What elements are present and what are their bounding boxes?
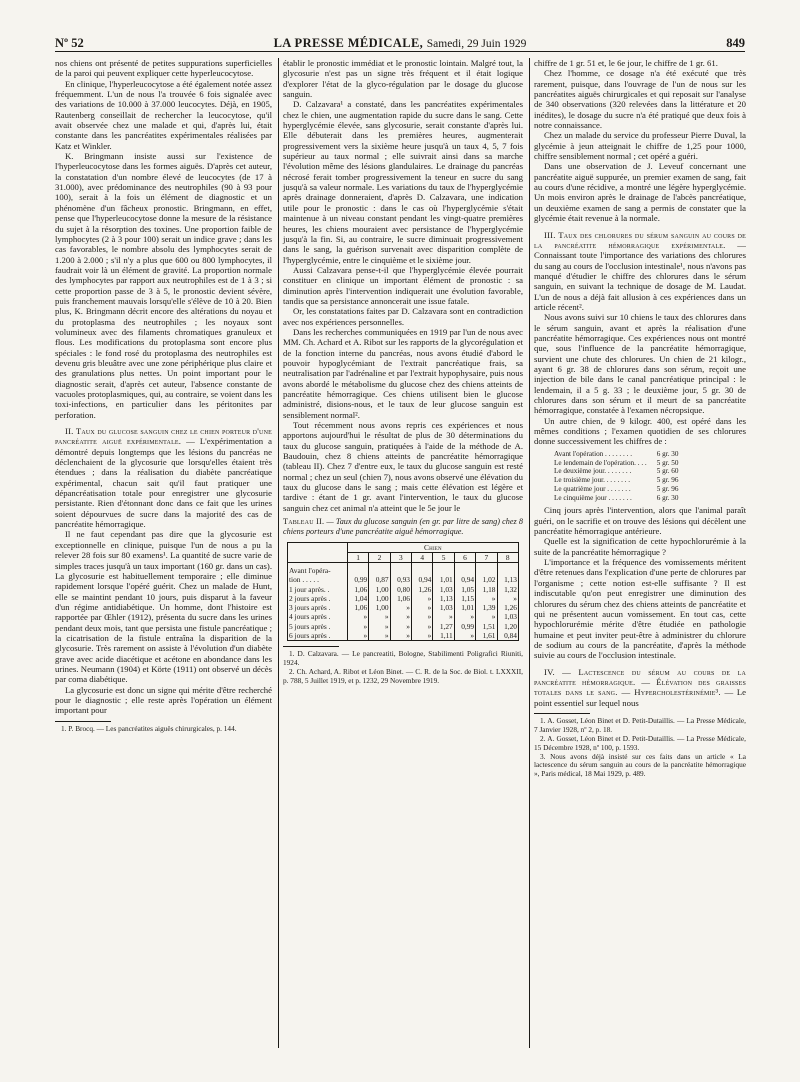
- chlorides-row: [552, 476, 678, 485]
- table-cell: »: [369, 622, 390, 631]
- row-label: Avant l'opéra-: [289, 566, 331, 576]
- chlorides-value: 6 gr. 30: [656, 449, 679, 458]
- table-cell: »: [454, 631, 475, 641]
- table-cell: 1,51: [476, 622, 497, 631]
- chlorides-table: [552, 450, 678, 503]
- table-cell: 1,26: [497, 603, 519, 612]
- table-cell: 1,06: [390, 594, 411, 603]
- table-row: [288, 603, 519, 612]
- row-label: 5 jours après .: [289, 621, 331, 631]
- table-cell: 1,13: [497, 575, 519, 584]
- table-cell: 1,39: [476, 603, 497, 612]
- chlorides-value: 6 gr. 30: [656, 493, 679, 502]
- table-caption-label: Tableau II.: [283, 517, 325, 527]
- table-column-header: 3: [390, 552, 411, 562]
- paragraph: Quelle est la signification de cette hypochlorurémie à la suite de la pancréatite hémorragique ?: [534, 536, 746, 557]
- table-row: [288, 612, 519, 621]
- table-row: [288, 585, 519, 594]
- paragraph: Dans les recherches communiquées en 1919 par l'un de nous avec MM. Ch. Achard et A. Ribot sur les rapports de la glycorégulation et de la fonction interne du pancréas, nous avons étudié d'abord le pouvoir hypoglycémiant de l'extrait pancréatique frais, sa neutralisation par l'adrénaline et par l'extrait hypophysaire, puis nous avons abordé le métabolisme du glucose chez des chiens atteints de pancréatite hémorragique. Ces chiens utilisent bien le glucose administré, disions-nous, et le taux de leur glucose sanguin est sensiblement normal².: [283, 326, 523, 420]
- paragraph: K. Bringmann insiste aussi sur l'existence de l'hyperleucocytose dans les formes aiguës. D'après cet auteur, la constatation d'un nombre élevé de leucocytes (de 17 à 31.000), avec prédominance des neutrophiles (90 à 93 pour 100), serait à la fois un élément de diagnostic et un phénomène d'un fâcheux pronostic. Bringmann, en effet, pense que l'hyperleucocytose donne la mesure de la résistance du sujet à la résorption des toxines. Une proportion faible de lymphocytes (2 à 3 pour 100) serait un indice grave ; dans les cas favorables, le nombre absolu des lymphocytes serait de 1.200 à 2.000 ; s'il n'y a plus que 600 ou 800 lymphocytes, il faudrait voir là un élément de gravité. La proportion normale des lymphocytes par rapport aux neutrophiles est de 1 à 3 ; si cette proportion passe de 3 à 5, le pronostic devient sévère, puis franchement mauvais lorsqu'elle s'élève de 10 à 20. Bien plus, K. Bringmann décrit encore des altérations du noyau et du protoplasma des neutrophiles ; les noyaux sont volumineux avec des filaments chromatiques granuleux et flous. Les modifications du protoplasma sont encore plus spéciales : le fond rosé du protoplasma des neutrophiles est devenu gris bleuâtre avec une zone périphérique plus claire et des granulations plus nettes. Un point important pour le diagnostic serait, d'après cet auteur, l'absence constante de vacuoles protoplasmiques, qui, au contraire, se voient dans les toxi-infections, en particulier dans les péritonites par perforation.: [55, 151, 272, 420]
- chlorides-value: 5 gr. 96: [656, 484, 679, 493]
- table-cell: 1,18: [476, 585, 497, 594]
- chlorides-row: [552, 467, 678, 476]
- table-cell: 1,01: [433, 575, 454, 584]
- footnote: 1. A. Gosset, Léon Binet et D. Petit-Dutaillis. — La Presse Médicale, 7 Janvier 1928, nº 2, p. 18.: [534, 715, 746, 734]
- table-cell: 0,80: [390, 585, 411, 594]
- table-cell: [347, 563, 368, 576]
- table-cell: »: [369, 612, 390, 621]
- page-number: 849: [726, 36, 745, 50]
- column-divider-2: [529, 58, 530, 1048]
- paragraph: Aussi Calzavara pense-t-il que l'hyperglycémie élevée pourrait constituer en clinique un important élément de pronostic : sa diminution après l'intervention indiquerait une évolution favorable, tandis que sa persistance annoncerait une issue fatale.: [283, 264, 523, 306]
- paragraph: nos chiens ont présenté de petites suppurations superficielles de la paroi qui peuvent expliquer cette hyperleucocytose.: [55, 58, 272, 79]
- table-cell: 0,99: [454, 622, 475, 631]
- table-cell: 1,01: [454, 603, 475, 612]
- table-cell: »: [390, 612, 411, 621]
- chlorides-label: Le quatrième jour . . . . . . .: [554, 484, 631, 493]
- table-column-header: 4: [412, 552, 433, 562]
- row-label: 6 jours après .: [289, 630, 331, 640]
- table-cell: »: [412, 612, 433, 621]
- paragraph: Chez l'homme, ce dosage n'a été exécuté que très rarement, puisque, dans l'ouvrage de l'un de nous sur les pancréatites aiguës chirurgicales et qui reposait sur l'analyse de 340 observations (320 relevées dans la littérature et 20 inédites), le dosage du sucre n'a été pratiqué que deux fois à notre connaissance.: [534, 68, 746, 131]
- table-cell: 1,03: [433, 585, 454, 594]
- table-row: [288, 575, 519, 584]
- table-row: [288, 631, 519, 641]
- table-cell: [497, 563, 519, 576]
- chlorides-table-body: [552, 450, 678, 503]
- section-text: — Connaissant toute l'importance des variations des chlorures du sang au cours de l'occlusion intestinale¹, nous n'avons pas manqué d'étudier le chiffre des chlorures dans le sérum sanguin, en suivant la technique de dosage de M. Laudat. L'un de nous a déjà fait allusion à ces expériences dans un article récent².: [534, 239, 746, 312]
- glucose-table: [287, 542, 519, 642]
- issue-date: Samedi, 29 Juin 1929: [426, 38, 527, 50]
- table-cell: »: [390, 622, 411, 631]
- paragraph: Il ne faut cependant pas dire que la glycosurie est exceptionnelle en clinique, puisque l'un de nous a pu la relever 28 fois sur 80 examens¹. La quantité de sucre varie de simples traces jusqu'à un taux important (160 gr. dans un cas). La glycosurie est habituellement temporaire ; elle diminue rapidement lorsque l'opéré guérit. Chez un malade de Hunt, elle se maintint pendant 10 jours, puis disparut à la faveur d'un régime antidiabétique. Un homme, dont l'histoire est rapportée par Œhler (1912), présenta du sucre dans les urines pendant deux mois, tant que persista une fistule pancréatique ; la cicatrisation de la fistule entraîna la disparition de la glycosurie. Très rarement on assiste à l'évolution d'un diabète grave avec acide diacétique et acétone en abondance dans les urines. Neumann (1904) et Körte (1911) ont observé un décès par coma diabétique.: [55, 529, 272, 685]
- table-cell: »: [476, 594, 497, 603]
- table-cell: 0,84: [497, 631, 519, 641]
- table-cell: 0,87: [369, 575, 390, 584]
- table-cell: »: [412, 594, 433, 603]
- issue-number: Nº 52: [55, 36, 84, 50]
- paragraph: L'importance et la fréquence des vomissements méritent d'être retenues dans l'explication d'une perte de chlorures par l'organisme ; cette notion est-elle suffisante ? Il est indiscutable qu'on peut enregistrer une diminution des chlorures du sérum chez des chiens atteints de pancréatite et qui ne présentent aucun vomissement. En tout cas, cette hypochlorurémie mérite d'être étudiée en pathologie humaine et peut inviter peut-être à administrer du chlorure de sodium au cours de la pancréatite, d'après la méthode suivie au cours de l'occlusion intestinale.: [534, 557, 746, 661]
- table-cell: »: [412, 603, 433, 612]
- table-column-header: 5: [433, 552, 454, 562]
- footnote-separator: [283, 646, 339, 647]
- column-3: [534, 58, 746, 779]
- table-cell: 1,26: [412, 585, 433, 594]
- paragraph: En clinique, l'hyperleucocytose a été également notée assez fréquemment. L'un de nous l'a trouvée 6 fois signalée avec des variations de 10.000 à 37.000 leucocytes. Déjà, en 1905, Rautenberg conseillait de rechercher la leucocytose, qu'il avait observée chez une malade et qui, d'après lui, était constante dans les pancréatites expérimentales réalisées par Katz et Winkler.: [55, 78, 272, 151]
- section-heading: III. Taux des chlorures du sérum sanguin au cours de la pancréatite hémorragique expérimentale.: [534, 229, 746, 250]
- table-cell: 1,15: [454, 594, 475, 603]
- chlorides-label: Le cinquième jour . . . . . . .: [554, 493, 632, 502]
- chlorides-value: 5 gr. 60: [656, 467, 679, 476]
- chlorides-row: [552, 459, 678, 468]
- table-cell: 1,00: [369, 594, 390, 603]
- table-row: [288, 594, 519, 603]
- column-2: [283, 58, 523, 686]
- chlorides-row: [552, 485, 678, 494]
- row-label: 3 jours après .: [289, 603, 331, 613]
- paragraph: Chez un malade du service du professeur Pierre Duval, la glycémie à jeun atteignait le chiffre de 1,25 pour 1000, chiffre sensiblement normal ; cet opéré a guéri.: [534, 130, 746, 162]
- journal-title-line: [110, 36, 690, 52]
- table-cell: 1,06: [347, 585, 368, 594]
- paragraph: établir le pronostic immédiat et le pronostic lointain. Malgré tout, la glycosurie n'est pas un signe très fréquent et il était logique d'explorer l'état de la glyco-régulation par le dosage du glucose sanguin.: [283, 58, 523, 100]
- table-row: [288, 622, 519, 631]
- chlorides-row: [552, 450, 678, 459]
- page-header: [55, 36, 745, 52]
- table-cell: [476, 563, 497, 576]
- table-cell: »: [347, 622, 368, 631]
- section-text: — L'expérimentation a démontré depuis longtemps que les lésions du pancréas ne déclenchaient de la glycosurie que lorsqu'elles étaient très étendues ; dans la réalisation du diabète pancréatique expérimental, chacun sait qu'il faut pratiquer une dépancréatisation totale pour enregistrer une glycosurie persistante. Rien d'étonnant donc dans ce fait que les urines soient dépourvues de sucre dans la majorité des cas de pancréatite hémorragique.: [55, 436, 272, 530]
- table-cell: 1,11: [433, 631, 454, 641]
- row-label: tion . . . . .: [289, 575, 319, 585]
- paragraph: Dans une observation de J. Leveuf concernant une pancréatite aiguë suppurée, un premier examen de sang, fait au cours d'une récidive, a montré une légère hyperglycémie. Un mois environ après le drainage de l'abcès pancréatique, un deuxième examen de sang a permis de constater que la glycémie était revenue à la normale.: [534, 161, 746, 224]
- paragraph: Un autre chien, de 9 kilogr. 400, est opéré dans les mêmes conditions ; l'examen quotidien de ses chlorures donne successivement les chiffres de :: [534, 415, 746, 447]
- row-label: 1 jour après. .: [289, 584, 330, 594]
- section-2: [55, 426, 272, 529]
- footnote: 1. P. Brocq. — Les pancréatites aiguës chirurgicales, p. 144.: [61, 723, 237, 733]
- table-cell: »: [347, 631, 368, 641]
- column-1: [55, 58, 272, 734]
- table-column-header: 2: [369, 552, 390, 562]
- footnote: 2. A. Gosset, Léon Binet et D. Petit-Dutaillis. — La Presse Médicale, 15 Décembre 1928, nº 100, p. 1593.: [534, 733, 746, 752]
- paragraph: Cinq jours après l'intervention, alors que l'animal paraît guéri, on le sacrifie et on trouve des lésions qui décèlent une pancréatite hémorragique antérieure.: [534, 505, 746, 537]
- paragraph: D. Calzavara¹ a constaté, dans les pancréatites expérimentales chez le chien, une augmentation rapide du sucre dans le sang. Cette hyperglycémie élevée, sans glycosurie, serait constante d'après lui. Elle débuterait dans les premières heures, augmenterait progressivement vers la sixième heure jusqu'à un taux 4, 5, 7 fois supérieur au taux normal ; elle suivrait ainsi dans sa marche l'évolution même des lésions glandulaires. Le drainage du pancréas nécrosé ferait tomber progressivement la teneur en sucre du sang jusqu'à sa valeur normale. Les variations du taux de l'hyperglycémie après drainage donneraient, d'après D. Calzavara, une indication utile pour le pronostic : dans le cas où l'hyperglycémie s'était maintenue à un niveau constant pendant les vingt-quatre premières heures, les chiens mouraient avec persistance de l'hyperglycémie jusqu'à la fin. Si, au contraire, le sucre diminuait progressivement dans le sang, la guérison survenait avec disparition complète de l'hyperglycémie, entre le cinquième et le sixième jour.: [283, 99, 523, 265]
- chlorides-label: Le lendemain de l'opération. . . .: [554, 458, 647, 467]
- table-cell: 1,20: [497, 622, 519, 631]
- table-cell: »: [369, 631, 390, 641]
- table-cell: »: [412, 631, 433, 641]
- footnote-separator: [534, 713, 590, 714]
- table-cell: [433, 563, 454, 576]
- table-cell: 0,94: [412, 575, 433, 584]
- chlorides-label: Avant l'opération . . . . . . . .: [554, 449, 633, 458]
- table-column-header: 6: [454, 552, 475, 562]
- table-caption-text: — Taux du glucose sanguin (en gr. par litre de sang) chez 8 chiens porteurs d'une pancréatite aiguë hémorragique.: [283, 517, 523, 536]
- section-3: [534, 230, 746, 313]
- table-body: [288, 563, 519, 641]
- table-cell: »: [476, 612, 497, 621]
- table-cell: 1,03: [497, 612, 519, 621]
- paragraph: Tout récemment nous avons repris ces expériences et nous apportons aujourd'hui le résultat de plus de 30 déterminations du taux du glucose sanguin, pratiquées à l'aide de la méthode de A. Baudouin, chez 8 chiens atteints de pancréatite hémorragique (tableau II). Chez 7 d'entre eux, le taux du glucose sanguin est resté normal ; chez un seul (chien 7), nous avons observé une élévation du taux du glucose dans le sang ; mais cette élévation est légère et tardive : étant de 1 gr. avant l'intervention, le taux du glucose sanguin chez cet animal n'a atteint que le 5e jour le: [283, 420, 523, 513]
- table-cell: 1,05: [454, 585, 475, 594]
- table-cell: 1,03: [433, 603, 454, 612]
- table-column-header: 7: [476, 552, 497, 562]
- table-caption: [283, 517, 523, 537]
- column-divider-1: [278, 58, 279, 1048]
- journal-title: LA PRESSE MÉDICALE,: [273, 36, 424, 50]
- footnote: 2. Ch. Achard, A. Ribot et Léon Binet. — C. R. de la Soc. de Biol. t. LXXXII, p. 788, 5 Juillet 1919, et p. 1232, 29 Novembre 1919.: [283, 666, 523, 685]
- paragraph: Nous avons suivi sur 10 chiens le taux des chlorures dans le sérum sanguin, avant et après la réalisation d'une pancréatite hémorragique. Ces expériences nous ont montré que, sous l'influence de la pancréatite hémorragique, survient une chute des chlorures. Un chien de 21 kilogr., ayant 6 gr. 38 de chlorures dans son sérum, reçoit une injection de bile dans le canal pancréatique principal : le lendemain, il a 5 g. 33 ; le deuxième jour, 5 gr. 30 de chlorures dans son sérum et il meurt de sa pancréatite hémorragique, constatée à l'examen nécropsique.: [534, 312, 746, 416]
- table-cell: »: [390, 603, 411, 612]
- chlorides-label: Le troisième jour. . . . . . . .: [554, 476, 631, 485]
- table-cell: 1,04: [347, 594, 368, 603]
- table-cell: »: [433, 612, 454, 621]
- table-cell: 1,00: [369, 585, 390, 594]
- chlorides-value: 5 gr. 96: [656, 476, 679, 485]
- table-cell: »: [347, 612, 368, 621]
- section-4: [534, 667, 746, 708]
- table-cell: 1,27: [433, 622, 454, 631]
- table-cell: »: [454, 612, 475, 621]
- table-cell: 1,32: [497, 585, 519, 594]
- footnote: 1. D. Calzavara. — Le pancreatiti, Bologne, Stabilimenti Poligrafici Riuniti, 1924.: [283, 649, 523, 668]
- table-cell: [412, 563, 433, 576]
- paragraph: La glycosurie est donc un signe qui mérite d'être recherché pour le diagnostic ; elle reste après l'opération un élément important pour: [55, 684, 272, 716]
- table-row: [288, 563, 519, 576]
- section-text: — Le point essentiel sur lequel nous: [534, 687, 746, 708]
- table-cell: 1,13: [433, 594, 454, 603]
- table-column-header: 1: [347, 552, 368, 562]
- paragraph: Or, les constatations faites par D. Calzavara sont en contradiction avec nos expériences personnelles.: [283, 306, 523, 327]
- table-cell: »: [390, 631, 411, 641]
- footnote-separator: [55, 721, 111, 722]
- section-heading: IV. — Lactescence du sérum au cours de la pancréatite hémorragique. — Élévation des graisses totales dans le sang. — Hypercholestérinémie³.: [534, 666, 746, 698]
- table-cell: [454, 563, 475, 576]
- row-label: 4 jours après .: [289, 612, 331, 622]
- table-cell: »: [497, 594, 519, 603]
- table-cell: 0,94: [454, 575, 475, 584]
- table-cell: 1,61: [476, 631, 497, 641]
- table-cell: 1,00: [369, 603, 390, 612]
- chlorides-label: Le deuxième jour. . . . . . . .: [554, 467, 632, 476]
- footnote: 3. Nous avons déjà insisté sur ces faits dans un article « La lactescence du sérum sanguin au cours de la pancréatite hémorragique », Paris médical, 18 Mai 1929, p. 489.: [534, 751, 746, 779]
- table-cell: [390, 563, 411, 576]
- table-cell: 0,93: [390, 575, 411, 584]
- chlorides-value: 5 gr. 50: [656, 458, 679, 467]
- table-cell: »: [412, 622, 433, 631]
- table-cell: [369, 563, 390, 576]
- section-heading: II. Taux du glucose sanguin chez le chien porteur d'une pancréatite aiguë expérimentale.: [55, 426, 272, 447]
- table-corner: [288, 542, 348, 563]
- chlorides-row: [552, 494, 678, 503]
- table-cell: 1,06: [347, 603, 368, 612]
- table-cell: 1,02: [476, 575, 497, 584]
- table-cell: 0,99: [347, 575, 368, 584]
- row-label: 2 jours après .: [289, 593, 331, 603]
- paragraph: chiffre de 1 gr. 51 et, le 6e jour, le chiffre de 1 gr. 61.: [534, 58, 718, 68]
- table-header-group: Chien: [347, 542, 518, 552]
- table-column-header: 8: [497, 552, 519, 562]
